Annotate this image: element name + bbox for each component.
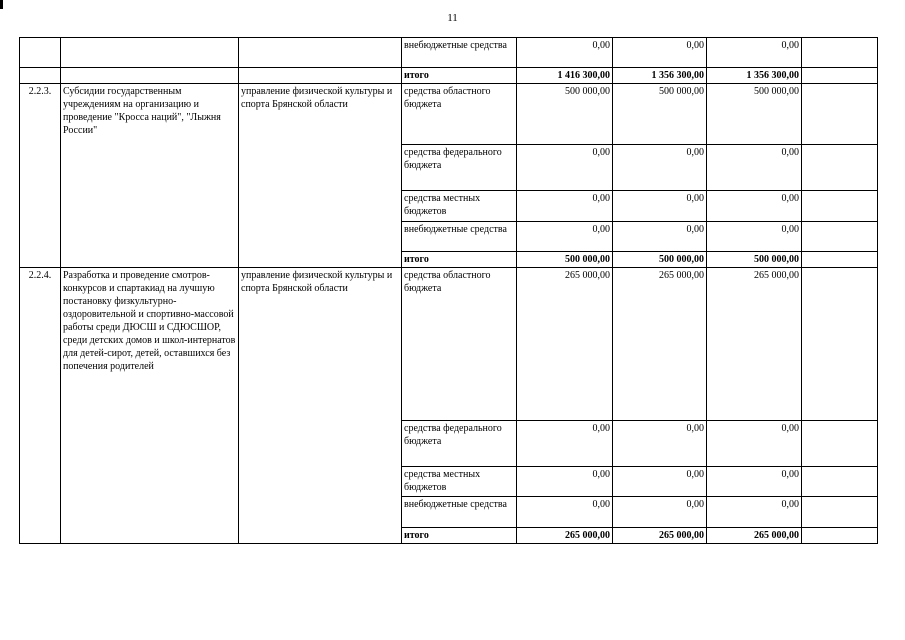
- source-cell: итого: [402, 68, 517, 84]
- empty-cell: [802, 145, 878, 191]
- total-cell: 265 000,00: [613, 528, 707, 544]
- table-row: [20, 84, 878, 145]
- executor-cell: [239, 68, 402, 84]
- empty-cell: [802, 84, 878, 145]
- value-cell: 0,00: [613, 421, 707, 467]
- empty-cell: [802, 421, 878, 467]
- source-cell: средства местных бюджетов: [402, 467, 517, 497]
- empty-cell: [802, 38, 878, 68]
- value-cell: 0,00: [613, 467, 707, 497]
- value-cell: 265 000,00: [517, 268, 613, 421]
- source-cell: средства федерального бюджета: [402, 421, 517, 467]
- total-cell: 1 356 300,00: [613, 68, 707, 84]
- code-cell: [20, 68, 61, 84]
- value-cell: 0,00: [613, 38, 707, 68]
- value-cell: 500 000,00: [613, 84, 707, 145]
- total-cell: 265 000,00: [517, 528, 613, 544]
- source-cell: средства федерального бюджета: [402, 145, 517, 191]
- value-cell: 0,00: [707, 467, 802, 497]
- total-cell: 500 000,00: [517, 252, 613, 268]
- value-cell: 0,00: [613, 222, 707, 252]
- executor-cell: [239, 38, 402, 68]
- source-cell: внебюджетные средства: [402, 497, 517, 528]
- value-cell: 0,00: [707, 421, 802, 467]
- value-cell: 0,00: [707, 145, 802, 191]
- source-cell: итого: [402, 528, 517, 544]
- empty-cell: [802, 191, 878, 222]
- total-cell: 265 000,00: [707, 528, 802, 544]
- value-cell: 0,00: [707, 222, 802, 252]
- code-cell: [20, 38, 61, 68]
- item-executor: управление физической культуры и спорта Брянской области: [239, 268, 402, 544]
- value-cell: 0,00: [517, 191, 613, 222]
- value-cell: 0,00: [517, 145, 613, 191]
- page-number: 11: [447, 12, 458, 24]
- value-cell: 500 000,00: [707, 84, 802, 145]
- value-cell: 0,00: [517, 497, 613, 528]
- item-code: 2.2.4.: [20, 268, 61, 544]
- value-cell: 0,00: [707, 191, 802, 222]
- empty-cell: [802, 467, 878, 497]
- table-row: [20, 38, 878, 68]
- item-name: Субсидии государственным учреждениям на организацию и проведение "Кросса наций", "Лыжня России": [61, 84, 239, 268]
- empty-cell: [802, 528, 878, 544]
- scan-corner-mark: [0, 0, 3, 9]
- source-cell: средства областного бюджета: [402, 268, 517, 421]
- value-cell: 0,00: [613, 497, 707, 528]
- value-cell: 0,00: [613, 145, 707, 191]
- value-cell: 0,00: [707, 38, 802, 68]
- value-cell: 0,00: [517, 222, 613, 252]
- source-cell: внебюджетные средства: [402, 222, 517, 252]
- value-cell: 0,00: [517, 38, 613, 68]
- value-cell: 0,00: [517, 467, 613, 497]
- value-cell: 265 000,00: [613, 268, 707, 421]
- source-cell: внебюджетные средства: [402, 38, 517, 68]
- total-cell: 500 000,00: [613, 252, 707, 268]
- source-cell: средства областного бюджета: [402, 84, 517, 145]
- total-cell: 500 000,00: [707, 252, 802, 268]
- item-name: Разработка и проведение смотров-конкурсов и спартакиад на лучшую постановку физкультурно-оздоровительной и спортивно-массовой работы среди ДЮСШ и СДЮСШОР, среди детских домов и школ-интернатов для детей-сирот, детей, оставшихся без попечения родителей: [61, 268, 239, 544]
- empty-cell: [802, 222, 878, 252]
- table-row-total: [20, 68, 878, 84]
- source-cell: средства местных бюджетов: [402, 191, 517, 222]
- value-cell: 265 000,00: [707, 268, 802, 421]
- value-cell: 0,00: [613, 191, 707, 222]
- empty-cell: [802, 497, 878, 528]
- value-cell: 0,00: [707, 497, 802, 528]
- value-cell: 0,00: [517, 421, 613, 467]
- name-cell: [61, 38, 239, 68]
- value-cell: 500 000,00: [517, 84, 613, 145]
- source-cell: итого: [402, 252, 517, 268]
- total-cell: 1 416 300,00: [517, 68, 613, 84]
- budget-table: [19, 37, 878, 544]
- empty-cell: [802, 252, 878, 268]
- total-cell: 1 356 300,00: [707, 68, 802, 84]
- table-row: [20, 268, 878, 421]
- name-cell: [61, 68, 239, 84]
- empty-cell: [802, 68, 878, 84]
- item-executor: управление физической культуры и спорта Брянской области: [239, 84, 402, 268]
- item-code: 2.2.3.: [20, 84, 61, 268]
- empty-cell: [802, 268, 878, 421]
